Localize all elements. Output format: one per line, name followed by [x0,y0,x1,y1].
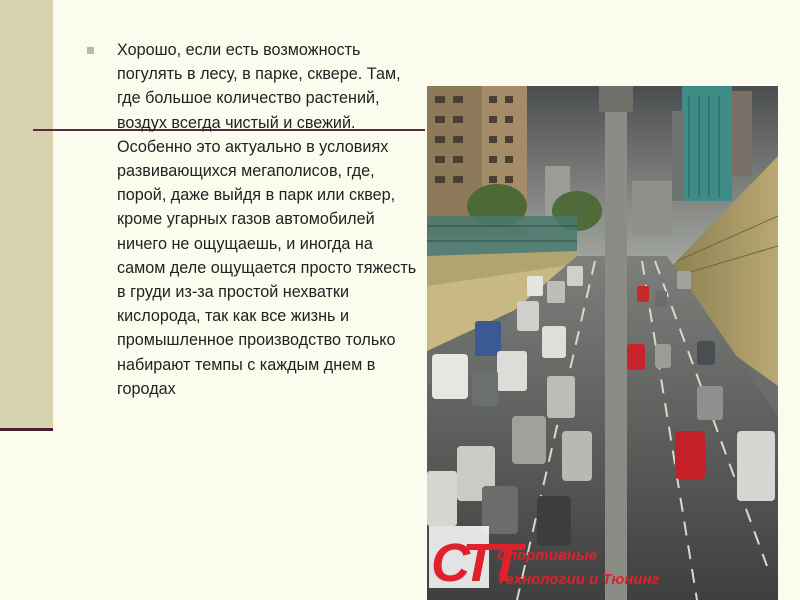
side-accent-band [0,0,53,431]
traffic-jam-photo [427,86,778,600]
overpass-pillar [605,86,627,600]
logo-line2: Технологии и Тюнинг [497,571,660,588]
logo-line1: Спортивные [497,547,598,564]
body-text-list [80,38,420,401]
paragraph-text: Хорошо, если есть возможность погулять в лесу, в парке, сквере. Там, где большое количество растений, воздух всегда чистый и свежий. Особенно это актуально в условиях развивающихся мегаполисов, где, порой, даже выйдя в парк или сквер, кроме угарных газов автомобилей ничего не ощущаешь, и иногда на самом деле ощущается просто тяжесть в груди из-за простой нехватки кислорода, так как все жизнь и промышленное производство только набирают темпы с каждым днем в городах [117,41,417,398]
body-paragraph [80,38,420,401]
logo-letters: СТТ [431,533,516,593]
square-bullet-icon [87,47,94,54]
